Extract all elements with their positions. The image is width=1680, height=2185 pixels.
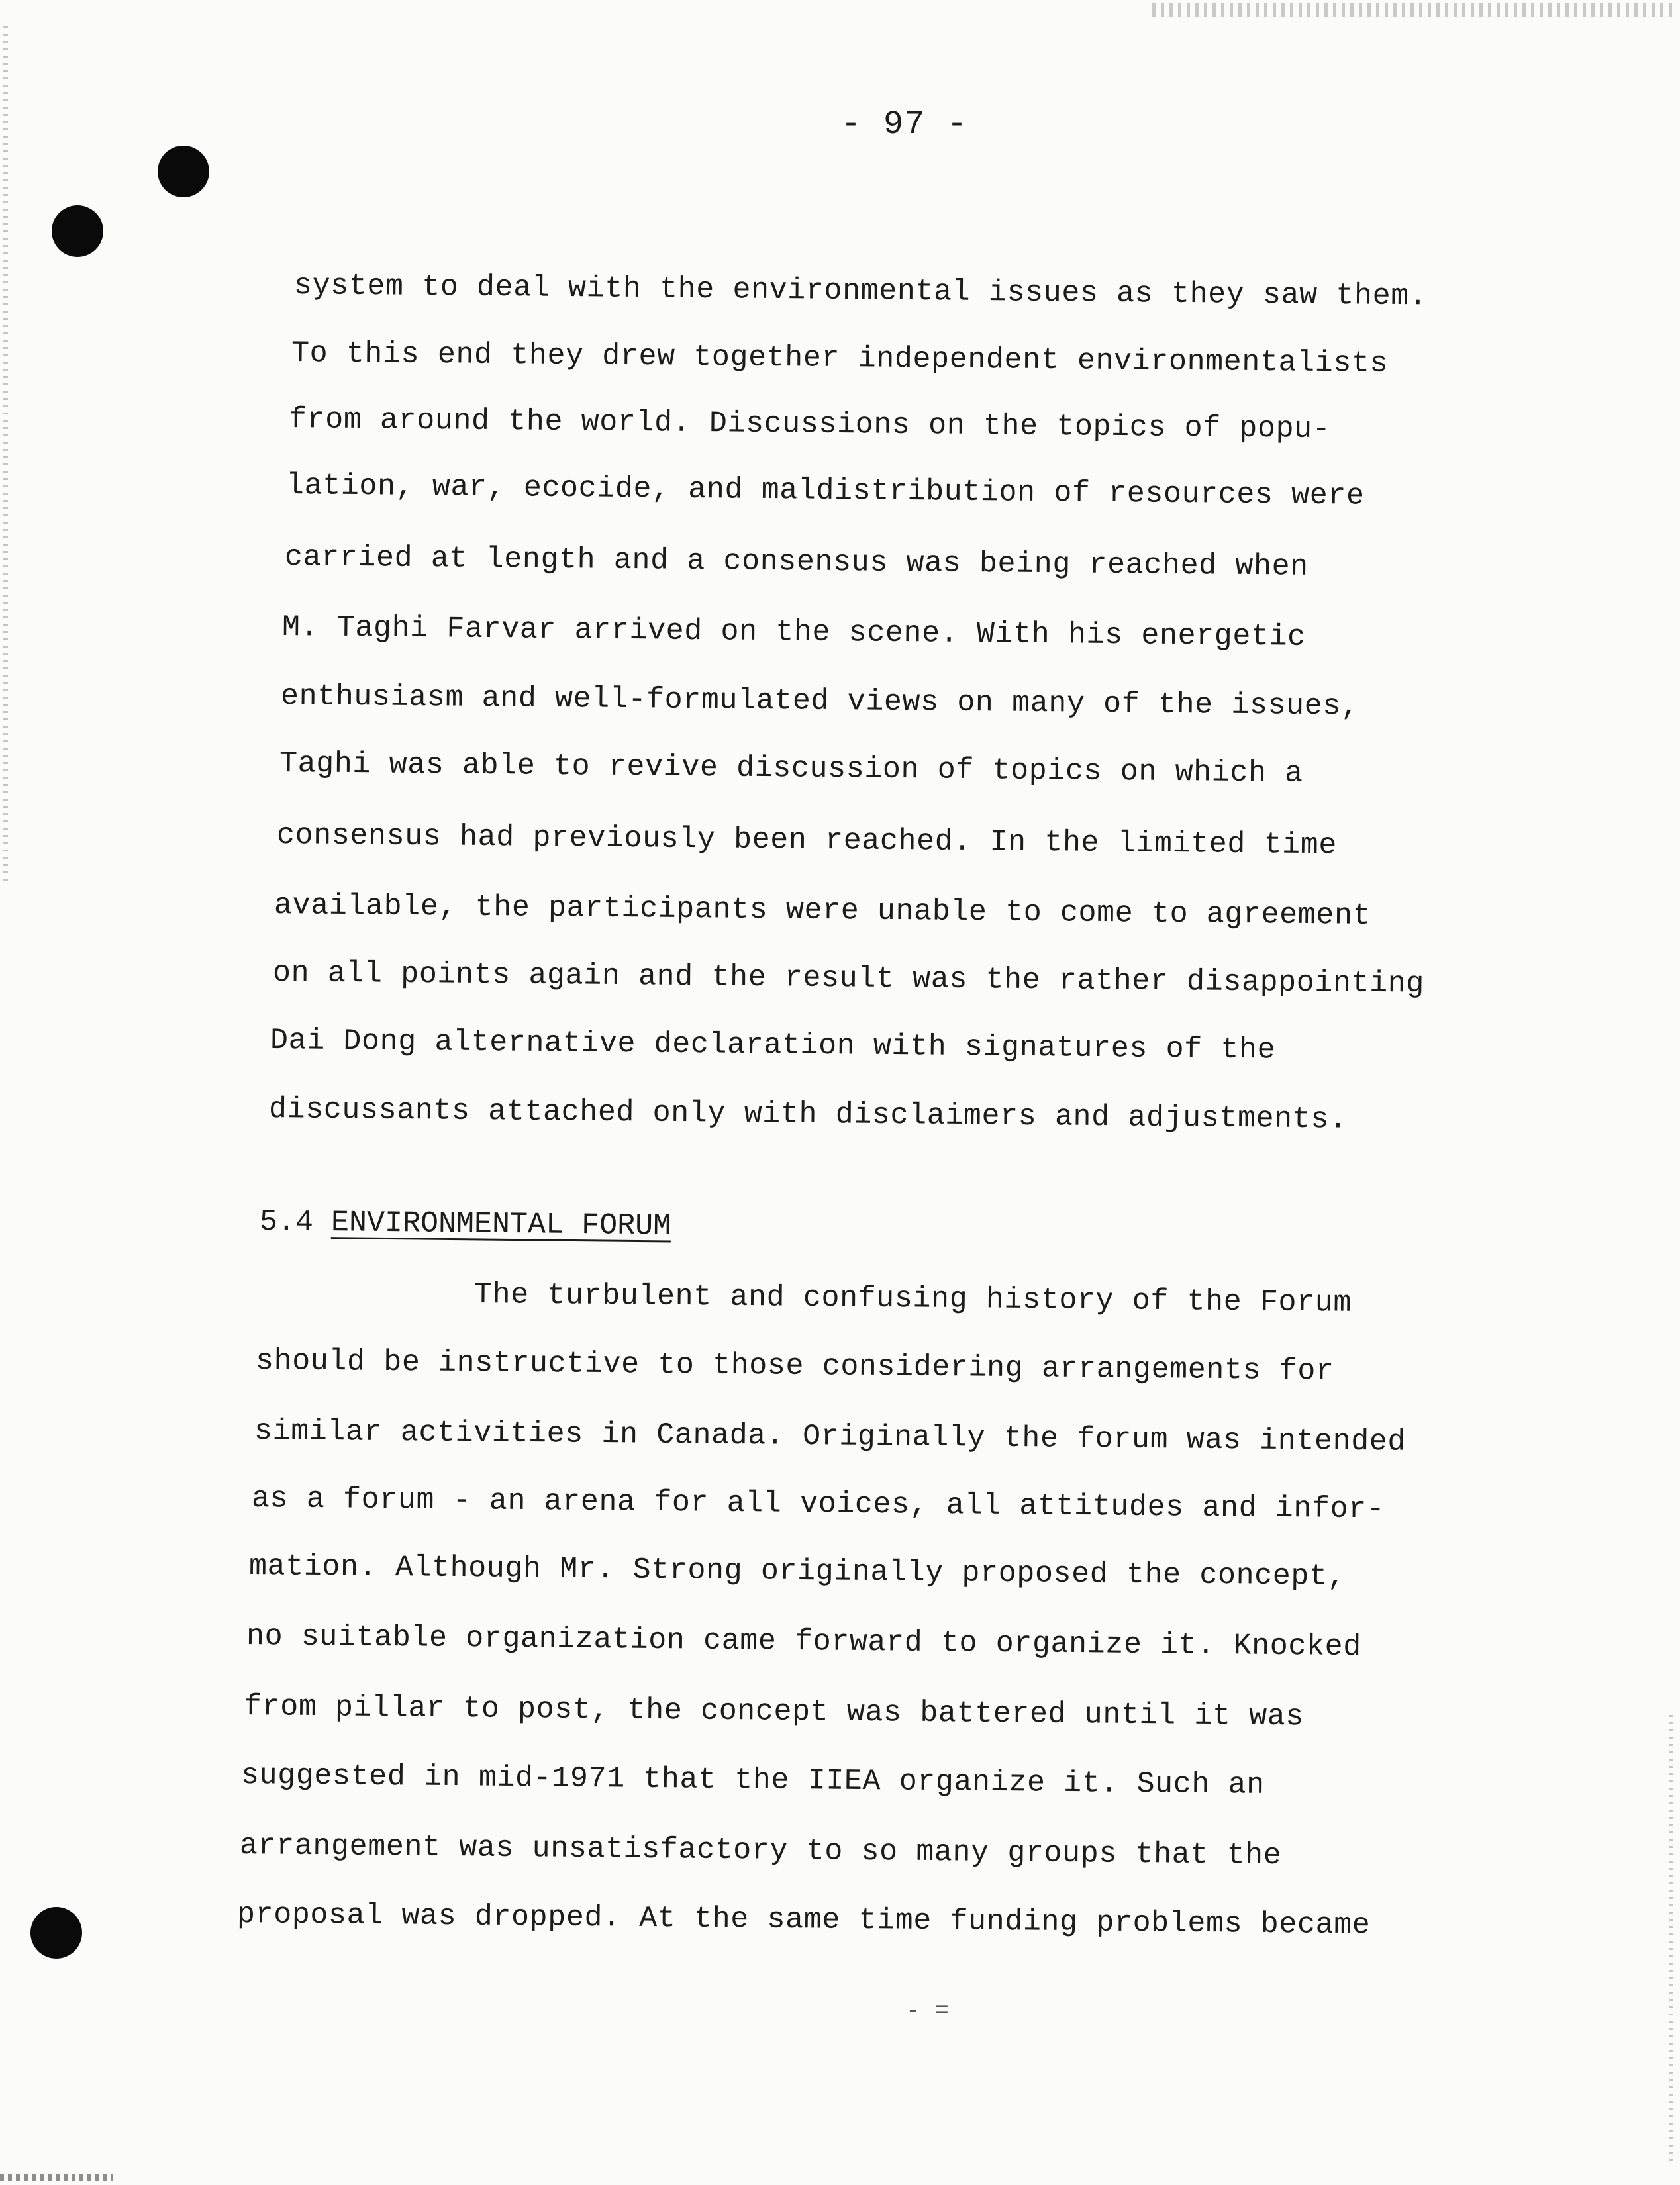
punch-hole (158, 146, 209, 197)
paragraph-2-line: mation. Although Mr. Strong originally proposed the concept, (248, 1549, 1346, 1594)
paragraph-2-line: from pillar to post, the concept was battered until it was (243, 1690, 1305, 1734)
right-edge-noise (1669, 1715, 1673, 2165)
section-title: ENVIRONMENTAL FORUM (330, 1206, 671, 1243)
paragraph-1-line: from around the world. Discussions on the topics of popu- (288, 403, 1331, 447)
paragraph-1-line: available, the participants were unable to come to agreement (273, 889, 1371, 933)
paragraph-2-line: suggested in mid-1971 that the IIEA organize it. Such an (240, 1759, 1265, 1802)
paragraph-1-line: on all points again and the result was the rather disappointing (272, 956, 1425, 1001)
bottom-edge-noise (0, 2174, 113, 2181)
paragraph-2-line: as a forum - an arena for all voices, all attitudes and infor- (251, 1482, 1385, 1527)
paragraph-1-line: discussants attached only with disclaimers and adjustments. (268, 1092, 1348, 1137)
paragraph-2-line: proposal was dropped. At the same time funding problems became (236, 1898, 1371, 1943)
top-edge-noise (1152, 3, 1675, 17)
paragraph-1-line: M. Taghi Farvar arrived on the scene. With his energetic (281, 610, 1307, 654)
paragraph-2-line: arrangement was unsatisfactory to so many groups that the (239, 1829, 1282, 1873)
paragraph-1-line: Taghi was able to revive discussion of topics on which a (279, 747, 1304, 791)
footer-mark: - = (906, 1997, 949, 2024)
punch-hole (30, 1907, 82, 1959)
paragraph-1-line: Dai Dong alternative declaration with signatures of the (270, 1024, 1276, 1067)
punch-hole (52, 205, 103, 257)
paragraph-1-line: consensus had previously been reached. In the limited time (276, 818, 1338, 863)
paragraph-2-line: The turbulent and confusing history of the Forum (473, 1278, 1352, 1320)
section-heading (260, 1205, 671, 1243)
paragraph-1-line: To this end they drew together independent environmentalists (291, 336, 1389, 381)
paragraph-2-line: similar activities in Canada. Originally the forum was intended (254, 1414, 1407, 1459)
paragraph-1-line: carried at length and a consensus was being reached when (284, 540, 1309, 584)
left-edge-noise (3, 26, 8, 881)
page-number: - 97 - (841, 106, 969, 144)
paragraph-1-line: lation, war, ecocide, and maldistribution of resources were (285, 469, 1365, 513)
paragraph-2-line: no suitable organization came forward to organize it. Knocked (246, 1620, 1362, 1665)
paragraph-2-line: should be instructive to those considering arrangements for (255, 1344, 1334, 1388)
paragraph-1-line: system to deal with the environmental issues as they saw them. (293, 269, 1428, 314)
section-number: 5.4 (259, 1205, 314, 1239)
paragraph-1-line: enthusiasm and well-formulated views on many of the issues, (280, 679, 1359, 724)
